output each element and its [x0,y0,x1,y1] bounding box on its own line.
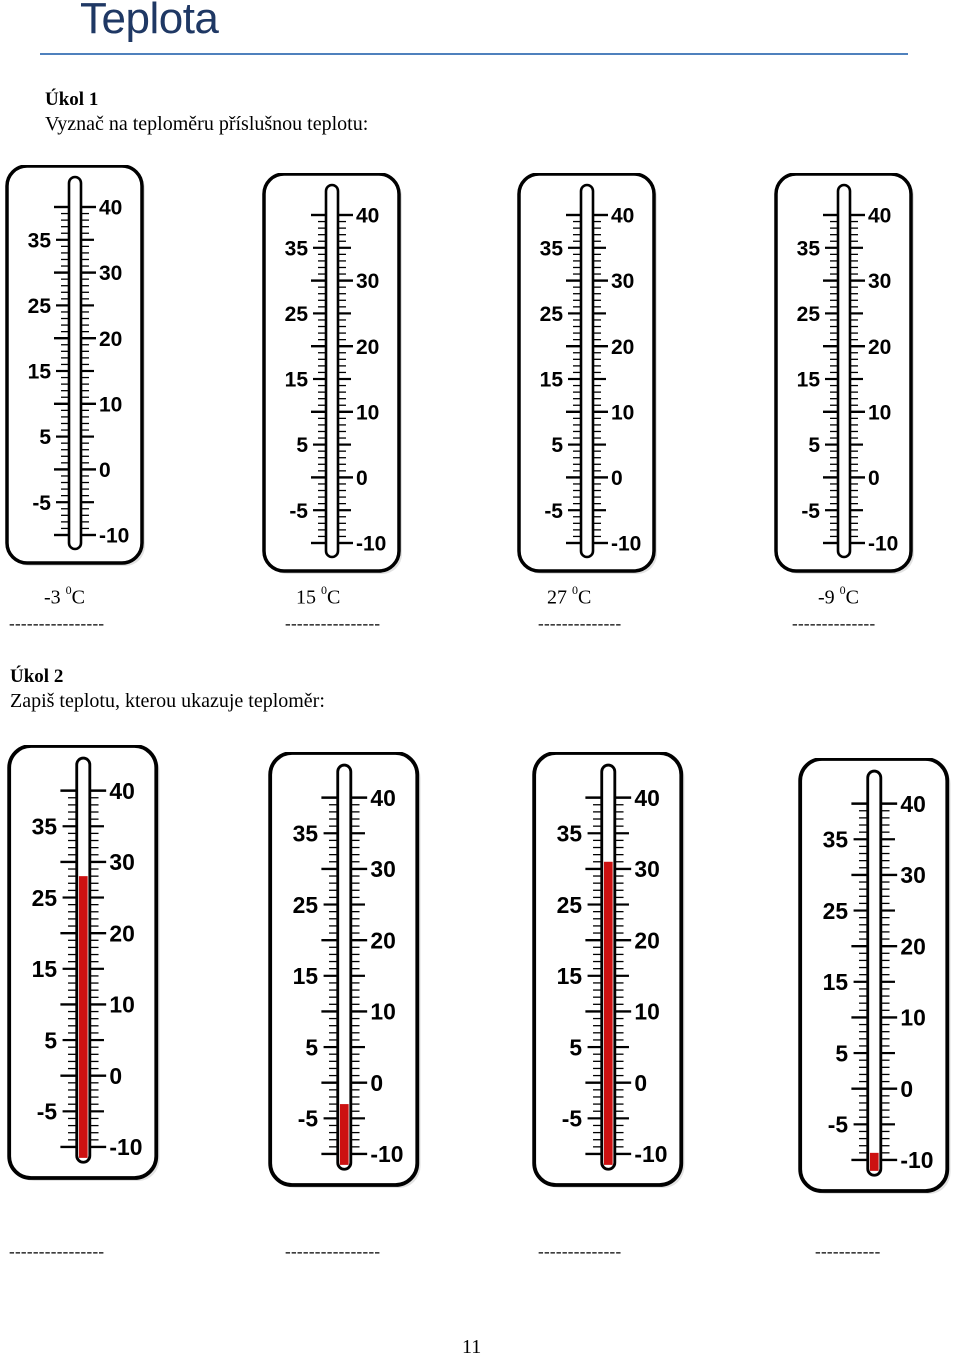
scale-label-left: 15 [31,956,58,983]
scale-label-right: 0 [356,466,368,490]
scale-label-right: 10 [356,401,380,425]
scale-label-left: 25 [796,302,820,326]
scale-label-right: 30 [356,270,380,294]
scale-label-right: 0 [109,1062,123,1089]
temperature-label-4: -9 $^0$C [818,583,860,609]
scale-label-right: 0 [900,1075,914,1102]
scale-label-right: 20 [611,335,635,359]
answer-line-task1-1: ---------------- [9,614,105,633]
scale-label-left: -5 [544,499,563,523]
scale-label-left: 35 [292,820,319,847]
mercury-column [340,1104,349,1165]
scale-label-right: -10 [99,524,130,548]
scale-label-right: 0 [99,458,111,482]
scale-label-right: 30 [611,270,635,294]
scale-label-right: 20 [356,335,380,359]
thermometer-task1-4[interactable] [774,173,919,578]
answer-line-task2-4[interactable]: ----------- [815,1242,881,1261]
scale-label-left: 5 [296,434,308,458]
scale-label-left: 5 [808,434,820,458]
scale-label-right: 30 [99,262,123,286]
scale-label-right: 40 [634,784,660,811]
scale-label-right: 20 [900,933,926,960]
scale-label-left: 35 [822,826,849,853]
scale-label-left: -5 [827,1111,849,1138]
scale-label-right: 40 [900,790,926,817]
scale-label-left: 25 [556,891,583,918]
scale-label-left: 15 [796,368,820,392]
task2-heading: Úkol 2 [10,666,64,687]
page-number: 11 [462,1336,482,1358]
scale-label-left: -5 [36,1098,58,1125]
scale-label-left: 35 [27,229,51,253]
scale-label-right: 40 [109,777,135,804]
mercury-column [604,862,613,1165]
scale-label-right: 10 [370,998,396,1025]
scale-label-left: 15 [556,963,583,990]
scale-label-left: 15 [822,969,849,996]
scale-label-right: 10 [868,401,892,425]
mercury-column [870,1153,879,1171]
temperature-label-3: 27 $^0$C [547,583,592,609]
scale-label-right: 0 [634,1069,648,1096]
scale-label-right: 30 [868,270,892,294]
scale-label-right: -10 [356,532,387,556]
scale-label-left: 25 [822,897,849,924]
scale-label-right: 20 [370,927,396,954]
scale-label-left: -5 [297,1105,319,1132]
scale-label-left: 15 [292,963,319,990]
thermometer-task1-3[interactable] [517,173,662,578]
scale-label-right: 40 [611,204,635,228]
scale-label-right: 40 [868,204,892,228]
task1-instruction: Vyznač na teploměru příslušnou teplotu: [45,113,369,135]
scale-label-left: 15 [539,368,563,392]
scale-label-right: 20 [109,920,135,947]
scale-label-right: 0 [868,466,880,490]
scale-label-left: 35 [796,237,820,261]
thermometer-task2-1 [7,745,165,1185]
answer-line-task1-2: ---------------- [285,614,381,633]
scale-label-left: 5 [44,1027,58,1054]
thermometer-tube [69,177,81,549]
scale-label-left: 25 [31,884,58,911]
scale-label-left: 25 [292,891,319,918]
page-title: Teplota [80,0,219,43]
scale-label-right: -10 [868,532,899,556]
scale-label-right: 10 [611,401,635,425]
scale-label-left: 15 [27,360,51,384]
scale-label-left: 5 [551,434,563,458]
scale-label-right: 30 [109,849,135,876]
scale-label-right: -10 [634,1141,668,1168]
scale-label-right: -10 [109,1134,143,1161]
scale-label-right: 10 [900,1004,926,1031]
temperature-label-2: 15 $^0$C [296,583,341,609]
thermometer-task2-4 [798,758,956,1198]
answer-line-task2-1[interactable]: ---------------- [9,1242,105,1261]
scale-label-right: 30 [900,862,926,889]
scale-label-right: 0 [611,466,623,490]
thermometer-task2-3 [532,752,690,1192]
scale-label-left: -5 [801,499,820,523]
answer-line-task2-3[interactable]: -------------- [538,1242,622,1261]
scale-label-left: -5 [32,491,51,515]
scale-label-left: 5 [835,1040,849,1067]
scale-label-left: 35 [31,813,58,840]
scale-label-left: 5 [305,1034,319,1061]
scale-label-right: -10 [611,532,642,556]
scale-label-right: -10 [900,1147,934,1174]
thermometer-task1-2[interactable] [262,173,407,578]
scale-label-right: 20 [634,927,660,954]
thermometer-tube [838,185,850,557]
scale-label-left: 15 [284,368,308,392]
scale-label-right: -10 [370,1141,404,1168]
answer-line-task1-3: -------------- [538,614,622,633]
scale-label-right: 20 [99,327,123,351]
title-underline [40,53,908,55]
thermometer-tube [868,771,881,1175]
thermometer-tube [326,185,338,557]
scale-label-left: 35 [539,237,563,261]
scale-label-left: -5 [289,499,308,523]
thermometer-task2-2 [268,752,426,1192]
scale-label-left: 25 [27,294,51,318]
temperature-label-1: -3 $^0$C [44,583,86,609]
answer-line-task2-2[interactable]: ---------------- [285,1242,381,1261]
scale-label-left: 5 [569,1034,583,1061]
scale-label-right: 30 [634,856,660,883]
scale-label-right: 20 [868,335,892,359]
scale-label-left: 35 [556,820,583,847]
task1-heading: Úkol 1 [45,89,99,110]
mercury-column [79,876,88,1158]
scale-label-left: 25 [539,302,563,326]
answer-line-task1-4: -------------- [792,614,876,633]
scale-label-right: 0 [370,1069,384,1096]
scale-label-right: 10 [99,393,123,417]
scale-label-right: 10 [109,991,135,1018]
scale-label-right: 30 [370,856,396,883]
task2-instruction: Zapiš teplotu, kterou ukazuje teploměr: [10,690,325,712]
scale-label-right: 40 [370,784,396,811]
scale-label-left: -5 [561,1105,583,1132]
scale-label-left: 25 [284,302,308,326]
scale-label-right: 10 [634,998,660,1025]
thermometer-tube [581,185,593,557]
scale-label-left: 5 [39,426,51,450]
scale-label-right: 40 [356,204,380,228]
scale-label-right: 40 [99,196,123,220]
scale-label-left: 35 [284,237,308,261]
thermometer-task1-1[interactable] [5,165,150,570]
